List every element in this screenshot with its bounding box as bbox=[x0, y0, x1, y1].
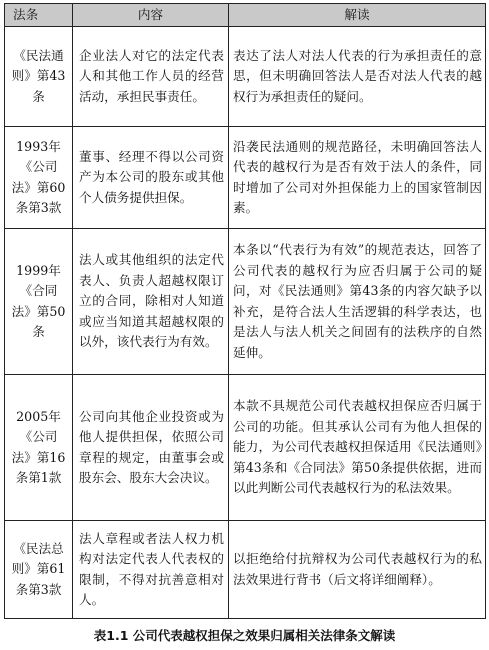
table-header bbox=[5, 4, 486, 27]
table-row bbox=[5, 229, 486, 375]
header-content: 内容 bbox=[73, 4, 229, 27]
content-cell bbox=[73, 375, 229, 521]
content-text: 董事、经理不得以公司资产为本公司的股东或其他个人债务提供担保。 bbox=[79, 148, 224, 205]
interpretation-cell bbox=[229, 27, 486, 127]
article-cell bbox=[5, 521, 73, 619]
table-row bbox=[5, 375, 486, 521]
header-article: 法条 bbox=[5, 4, 73, 27]
article-text: 1993年《公司法》第60条第3款 bbox=[11, 138, 66, 215]
header-interpretation: 解读 bbox=[229, 4, 486, 27]
interpretation-cell bbox=[229, 229, 486, 375]
table-row bbox=[5, 521, 486, 619]
interpretation-text: 以拒绝给付抗辩权为公司代表越权行为的私法效果进行背书（后文将详细阐释）。 bbox=[233, 551, 482, 587]
interpretation-text: 沿袭民法通则的规范路径，未明确回答法人代表的越权行为是否有效于法人的条件，同时增加了公司对外担保能力上的国家管制因素。 bbox=[233, 138, 482, 215]
content-text: 法人章程或者法人权力机构对法定代表人代表权的限制，不得对抗善意相对人。 bbox=[79, 530, 224, 607]
article-cell bbox=[5, 229, 73, 375]
interpretation-text: 本款不具规范公司代表越权担保应否归属于公司的功能。但其承认公司有为他人担保的能力，为公司代表越权担保适用《民法通则》第43条和《合同法》第50条提供依据，进而以此判断公司代表越权行为的私法效果。 bbox=[233, 398, 482, 496]
article-text: 2005年《公司法》第16条第1款 bbox=[11, 408, 66, 485]
table-row bbox=[5, 127, 486, 229]
table-row bbox=[5, 27, 486, 127]
content-cell bbox=[73, 27, 229, 127]
content-cell bbox=[73, 229, 229, 375]
article-cell bbox=[5, 375, 73, 521]
article-cell bbox=[5, 27, 73, 127]
article-cell bbox=[5, 127, 73, 229]
interpretation-text: 本条以“代表行为有效”的规范表达，回答了公司代表的越权行为应否归属于公司的疑问，对《民法通则》第43条的内容欠缺予以补充，是符合法人生活逻辑的科学表达，也是法人与法人机关之间固有的法秩序的自然延伸。 bbox=[233, 242, 482, 360]
article-text: 《民法通则》第43条 bbox=[11, 47, 66, 104]
law-articles-table bbox=[4, 3, 486, 619]
article-text: 1999年《合同法》第50条 bbox=[11, 262, 66, 339]
interpretation-cell bbox=[229, 127, 486, 229]
content-text: 公司向其他企业投资或为他人提供担保，依照公司章程的规定，由董事会或股东会、股东大会决议。 bbox=[79, 408, 224, 485]
article-text: 《民法总则》第61条第3款 bbox=[11, 540, 66, 597]
content-cell bbox=[73, 127, 229, 229]
content-text: 企业法人对它的法定代表人和其他工作人员的经营活动，承担民事责任。 bbox=[79, 47, 224, 104]
table-body bbox=[5, 27, 486, 619]
content-text: 法人或其他组织的法定代表人、负责人超越权限订立的合同，除相对人知道或应当知道其超越权限的以外，该代表行为有效。 bbox=[79, 252, 224, 350]
content-cell bbox=[73, 521, 229, 619]
table-header-row bbox=[5, 4, 486, 27]
interpretation-cell bbox=[229, 521, 486, 619]
table-caption: 表1.1 公司代表越权担保之效果归属相关法律条文解读 bbox=[93, 628, 396, 643]
interpretation-text: 表达了法人对法人代表的行为承担责任的意思，但未明确回答法人是否对法人代表的越权行为承担责任的疑问。 bbox=[233, 47, 482, 104]
interpretation-cell bbox=[229, 375, 486, 521]
